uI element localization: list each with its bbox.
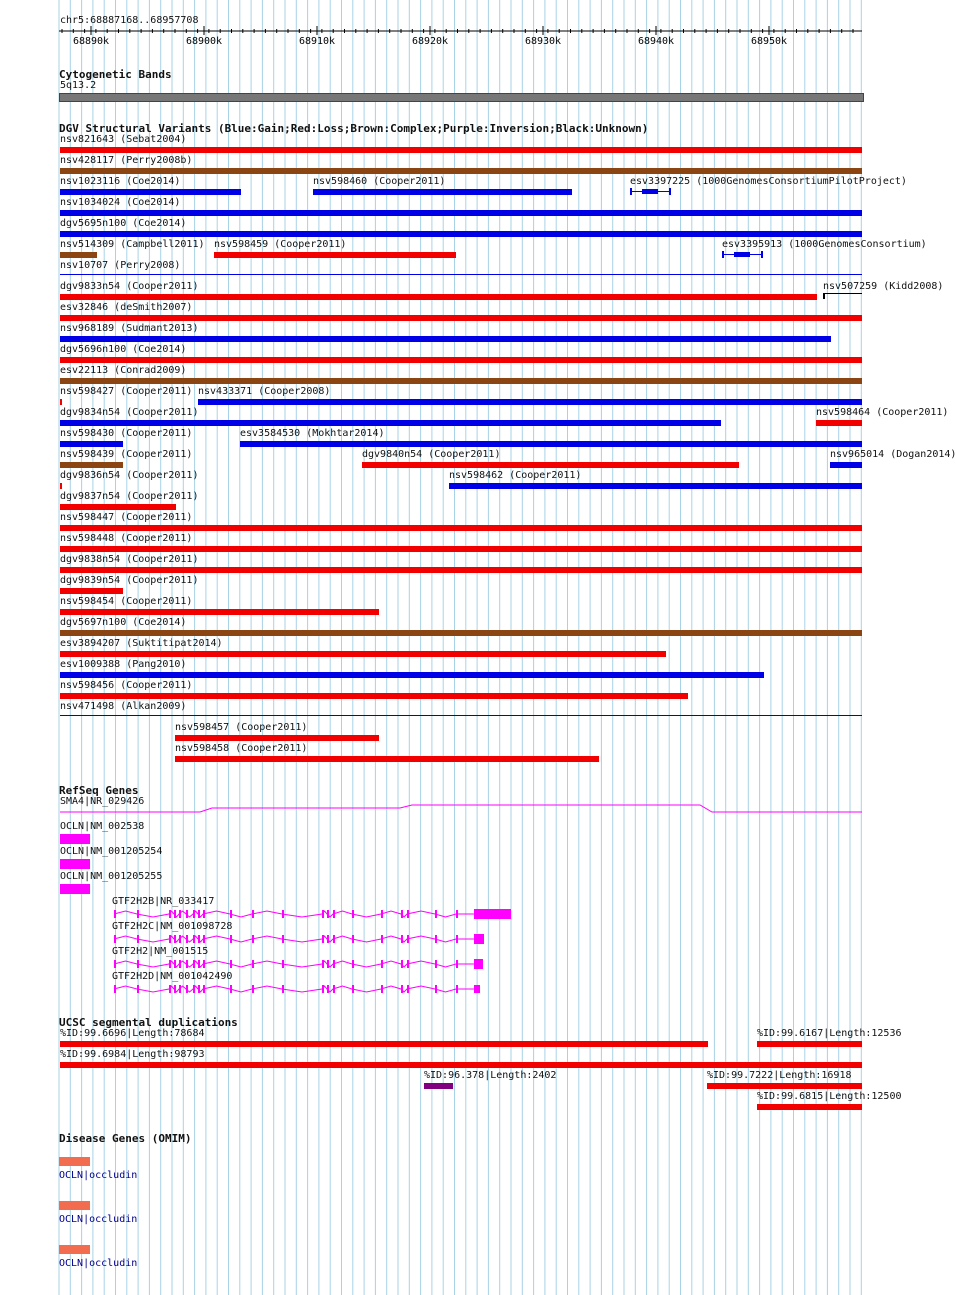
ruler-tick-label: 68900k [185,36,223,47]
gene-label: GTF2H2B|NR_033417 [112,896,215,907]
dgv-variant-label: dgv9836n54 (Cooper2011) [60,470,199,481]
gene-exon [407,935,409,943]
dgv-variant-label: dgv9840n54 (Cooper2011) [362,449,501,460]
omim-title: Disease Genes (OMIM) [59,1132,192,1145]
dgv-variant-label: nsv598464 (Cooper2011) [816,407,949,418]
omim-gene-label: OCLN|occludin [59,1170,138,1181]
gene-exon [333,910,335,918]
gene-ocln-exon[interactable] [60,884,90,894]
dgv-variant-tick[interactable] [669,188,671,195]
dgv-variant-bar[interactable] [816,420,862,426]
gene-exon [169,985,171,993]
dgv-variant-label: dgv5695n100 (Coe2014) [60,218,187,229]
dgv-variant-bar[interactable] [175,735,379,741]
dgv-variant-label: nsv598427 (Cooper2011) [60,386,193,397]
gene-exon [186,960,188,968]
gene-exon [333,960,335,968]
gene-exon [407,910,409,918]
gene-exon [137,935,139,943]
segdup-label: %ID:96.378|Length:2402 [424,1070,557,1081]
segdup-label: %ID:99.6696|Length:78684 [60,1028,205,1039]
gene-exon [474,909,511,919]
gene-exon [114,960,116,968]
dgv-variant-label: nsv1023116 (Coe2014) [60,176,181,187]
gene-ocln-exon[interactable] [60,834,90,844]
dgv-variant-label: esv3395913 (1000GenomesConsortium) [722,239,927,250]
gene-exon [203,960,205,968]
dgv-variant-tick[interactable] [630,188,632,195]
segdups-title: UCSC segmental duplications [59,1016,238,1029]
dgv-variant-label: dgv5697n100 (Coe2014) [60,617,187,628]
dgv-variant-bar[interactable] [60,546,862,552]
gene-exon [179,960,181,968]
dgv-variant-label: nsv821643 (Sebat2004) [60,134,187,145]
dgv-variant-bar[interactable] [60,231,862,237]
ruler-tick-label: 68940k [637,36,675,47]
dgv-variant-tick[interactable] [761,251,763,258]
gene-exon [401,985,403,993]
gene-intron-line [114,936,474,942]
dgv-variant-bar[interactable] [60,588,123,594]
gene-exon [322,960,324,968]
dgv-variant-block[interactable] [734,252,750,257]
gene-exon [435,985,437,993]
gene-exon [322,935,324,943]
dgv-variant-bar[interactable] [60,189,241,195]
gene-exon [282,935,284,943]
segdup-bar[interactable] [757,1104,862,1110]
dgv-variant-label: dgv9834n54 (Cooper2011) [60,407,199,418]
dgv-variant-label: nsv598456 (Cooper2011) [60,680,193,691]
dgv-variant-bar[interactable] [60,399,62,405]
gene-exon [327,960,329,968]
gene-label: GTF2H2C|NM_001098728 [112,921,233,932]
dgv-variant-bar[interactable] [214,252,456,258]
gene-exon [333,985,335,993]
gene-exon [252,960,254,968]
gene-intron-line [114,911,474,917]
gene-exon [352,910,354,918]
omim-gene-label: OCLN|occludin [59,1214,138,1225]
gene-exon [179,935,181,943]
ruler-tick-label: 68890k [72,36,110,47]
gene-exon [456,985,458,993]
dgv-variant-line[interactable] [60,274,862,275]
gene-exon [137,985,139,993]
gene-exon [407,985,409,993]
dgv-variant-bar[interactable] [60,315,862,321]
cytoband-label: 5q13.2 [60,80,97,91]
gene-exon [179,985,181,993]
gene-exon [252,910,254,918]
cytoband-title: Cytogenetic Bands [59,68,172,81]
dgv-variant-label: dgv9838n54 (Cooper2011) [60,554,199,565]
gene-exon [282,985,284,993]
dgv-variant-label: nsv598447 (Cooper2011) [60,512,193,523]
dgv-title: DGV Structural Variants (Blue:Gain;Red:Loss;Brown:Complex;Purple:Inversion;Black:Unknown) [59,122,649,135]
gene-exon [322,910,324,918]
gene-exon [137,960,139,968]
dgv-variant-block[interactable] [642,189,658,194]
gene-exon [456,935,458,943]
gene-exon [252,935,254,943]
dgv-variant-label: nsv598459 (Cooper2011) [214,239,347,250]
gene-exon [401,960,403,968]
gene-exon [114,935,116,943]
gene-label: OCLN|NM_002538 [60,821,145,832]
dgv-variant-label: nsv965014 (Dogan2014) [830,449,956,460]
dgv-variant-line[interactable] [823,293,862,294]
ruler-tick-label: 68930k [524,36,562,47]
gene-exon [230,910,232,918]
gene-label: OCLN|NM_001205254 [60,846,163,857]
segdup-label: %ID:99.6815|Length:12500 [757,1091,902,1102]
gene-exon [401,910,403,918]
gene-sma4-line [60,805,862,812]
dgv-variant-bar[interactable] [60,441,123,447]
dgv-variant-label: esv32846 (deSmith2007) [60,302,193,313]
gene-exon [169,910,171,918]
gene-exon [114,910,116,918]
dgv-variant-label: nsv433371 (Cooper2008) [198,386,331,397]
dgv-variant-label: nsv598454 (Cooper2011) [60,596,193,607]
segdup-label: %ID:99.7222|Length:16918 [707,1070,852,1081]
dgv-variant-label: nsv598462 (Cooper2011) [449,470,582,481]
dgv-variant-line[interactable] [60,715,862,716]
gene-exon [203,935,205,943]
gene-exon [252,985,254,993]
dgv-variant-bar[interactable] [449,483,862,489]
segdup-label: %ID:99.6984|Length:98793 [60,1049,205,1060]
dgv-variant-label: dgv9839n54 (Cooper2011) [60,575,199,586]
dgv-variant-label: nsv471498 (Alkan2009) [60,701,187,712]
cytoband-bar[interactable] [59,93,864,102]
gene-intron-line [114,986,474,992]
dgv-variant-label: nsv598448 (Cooper2011) [60,533,193,544]
dgv-variant-label: esv3894207 (Suktitipat2014) [60,638,223,649]
gene-exon [198,935,200,943]
omim-gene-label: OCLN|occludin [59,1258,138,1269]
dgv-variant-label: nsv598458 (Cooper2011) [175,743,308,754]
gene-exon [474,934,484,944]
gene-exon [474,959,483,969]
gene-exon [282,960,284,968]
dgv-variant-label: dgv9837n54 (Cooper2011) [60,491,199,502]
gene-exon [435,910,437,918]
ruler-tick-label: 68950k [750,36,788,47]
gene-exon [169,960,171,968]
gene-exon [203,985,205,993]
dgv-variant-bar[interactable] [198,399,862,405]
dgv-variant-bar[interactable] [60,294,817,300]
refseq-title: RefSeq Genes [59,784,139,797]
omim-gene-bar[interactable] [59,1201,90,1210]
gene-exon [327,910,329,918]
segdup-bar[interactable] [707,1083,862,1089]
gene-exon [407,960,409,968]
dgv-variant-bar[interactable] [60,693,688,699]
dgv-variant-label: nsv598457 (Cooper2011) [175,722,308,733]
gene-exon [114,985,116,993]
ruler-tick-label: 68910k [298,36,336,47]
gene-exon [230,960,232,968]
dgv-variant-label: nsv598439 (Cooper2011) [60,449,193,460]
dgv-variant-label: nsv514309 (Campbell2011) [60,239,205,250]
dgv-variant-label: nsv598460 (Cooper2011) [313,176,446,187]
dgv-variant-bar[interactable] [60,210,862,216]
segdup-bar[interactable] [424,1083,453,1089]
gene-exon [333,935,335,943]
gene-exon [230,985,232,993]
gene-exon [198,910,200,918]
dgv-variant-bar[interactable] [60,504,176,510]
omim-gene-bar[interactable] [59,1157,90,1166]
gene-label: SMA4|NR_029426 [60,796,145,807]
dgv-variant-bar[interactable] [60,483,62,489]
dgv-variant-bar[interactable] [362,462,739,468]
gene-label: GTF2H2|NM_001515 [112,946,209,957]
segdup-bar[interactable] [757,1041,862,1047]
gene-intron-line [114,961,474,967]
segdup-bar[interactable] [60,1062,862,1068]
gene-exon [401,935,403,943]
gene-exon [174,935,176,943]
gene-exon [186,985,188,993]
gene-exon [435,935,437,943]
dgv-variant-bar[interactable] [240,441,862,447]
gene-exon [456,960,458,968]
gene-exon [381,935,383,943]
dgv-variant-bar[interactable] [60,609,379,615]
gene-exon [174,985,176,993]
gene-exon [327,935,329,943]
gene-exon [193,960,195,968]
gene-exon [203,910,205,918]
dgv-variant-bar[interactable] [60,168,862,174]
dgv-variant-label: nsv598430 (Cooper2011) [60,428,193,439]
dgv-variant-bar[interactable] [60,252,97,258]
dgv-variant-label: nsv968189 (Sudmant2013) [60,323,199,334]
gene-exon [193,985,195,993]
gene-exon [352,935,354,943]
gene-exon [193,935,195,943]
gene-gtf2h2-model [0,977,890,1001]
dgv-variant-tick[interactable] [823,293,825,299]
gene-exon [179,910,181,918]
dgv-variant-label: nsv428117 (Perry2008b) [60,155,193,166]
dgv-variant-bar[interactable] [175,756,599,762]
ruler-tick-label: 68920k [411,36,449,47]
gene-exon [474,985,480,993]
dgv-variant-label: esv22113 (Conrad2009) [60,365,187,376]
dgv-variant-label: nsv10707 (Perry2008) [60,260,181,271]
gene-exon [198,985,200,993]
dgv-variant-label: nsv507259 (Kidd2008) [823,281,944,292]
dgv-variant-bar[interactable] [60,462,123,468]
omim-gene-bar[interactable] [59,1245,90,1254]
dgv-variant-bar[interactable] [60,336,831,342]
gene-exon [456,910,458,918]
dgv-variant-tick[interactable] [722,251,724,258]
dgv-variant-label: esv1009388 (Pang2010) [60,659,187,670]
dgv-variant-bar[interactable] [60,567,862,573]
gene-exon [352,985,354,993]
gene-exon [198,960,200,968]
region-label: chr5:68887168..68957708 [60,15,199,26]
gene-exon [282,910,284,918]
gene-exon [230,935,232,943]
gene-sma4 [0,800,890,820]
dgv-variant-bar[interactable] [60,630,862,636]
gene-exon [169,935,171,943]
dgv-variant-bar[interactable] [830,462,862,468]
gene-exon [174,910,176,918]
dgv-variant-bar[interactable] [60,357,862,363]
dgv-variant-bar[interactable] [60,147,862,153]
gene-exon [352,960,354,968]
gene-exon [193,910,195,918]
gene-exon [174,960,176,968]
dgv-variant-label: esv3584530 (Mokhtar2014) [240,428,385,439]
dgv-variant-label: nsv1034024 (Coe2014) [60,197,181,208]
dgv-variant-bar[interactable] [313,189,572,195]
gene-exon [435,960,437,968]
dgv-variant-label: esv3397225 (1000GenomesConsortiumPilotProject) [630,176,907,187]
gene-exon [186,910,188,918]
dgv-variant-label: dgv5696n100 (Coe2014) [60,344,187,355]
dgv-variant-bar[interactable] [60,525,862,531]
gene-label: GTF2H2D|NM_001042490 [112,971,233,982]
dgv-variant-label: dgv9833n54 (Cooper2011) [60,281,199,292]
gene-exon [137,910,139,918]
dgv-variant-bar[interactable] [60,672,764,678]
dgv-variant-bar[interactable] [60,651,666,657]
gene-exon [381,910,383,918]
gene-label: OCLN|NM_001205255 [60,871,163,882]
gene-exon [327,985,329,993]
dgv-variant-bar[interactable] [60,420,721,426]
gene-exon [322,985,324,993]
gene-exon [186,935,188,943]
ruler[interactable] [0,0,890,50]
segdup-label: %ID:99.6167|Length:12536 [757,1028,902,1039]
dgv-variant-bar[interactable] [60,378,862,384]
gene-ocln-exon[interactable] [60,859,90,869]
gene-exon [381,985,383,993]
gene-exon [381,960,383,968]
segdup-bar[interactable] [60,1041,708,1047]
